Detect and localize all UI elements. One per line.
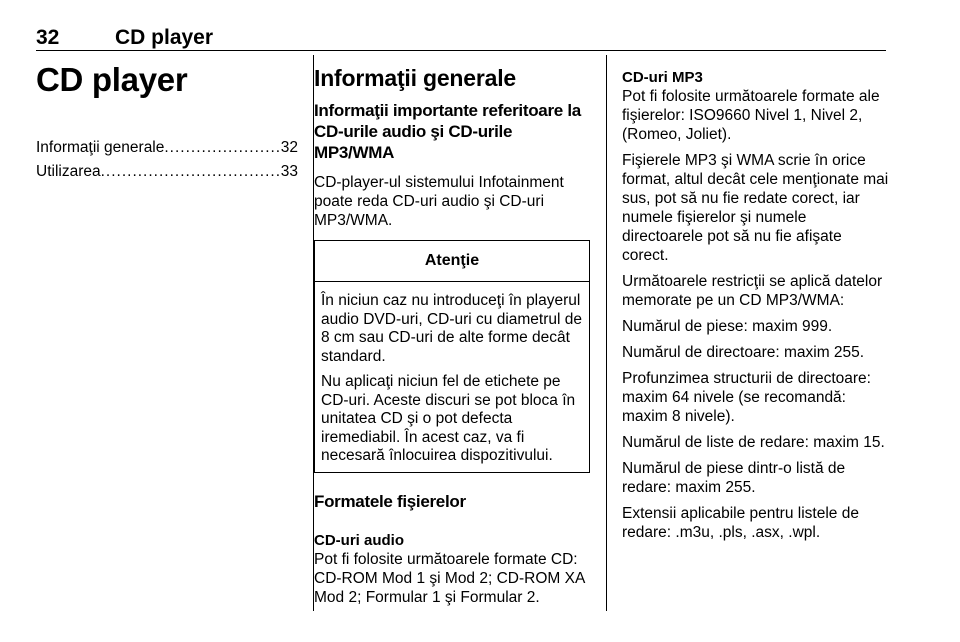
page-number: 32 bbox=[36, 26, 60, 49]
column-divider-2 bbox=[606, 55, 607, 611]
middle-column bbox=[314, 64, 592, 614]
subsection-heading: Informaţii importante referitoare la CD-urile audio şi CD-urile MP3/WMA bbox=[314, 101, 581, 162]
toc-page: 33 bbox=[280, 163, 298, 180]
paragraph: Numărul de piese: maxim 999. bbox=[622, 318, 833, 335]
warning-paragraph: În niciun caz nu introduceţi în playerul audio DVD-uri, CD-uri cu diametrul de 8 cm sau CD-uri de alte forme decât standard. bbox=[321, 292, 583, 365]
running-title: CD player bbox=[115, 26, 214, 49]
toc-label: Informaţii generale bbox=[36, 139, 165, 156]
paragraph: Numărul de directoare: maxim 255. bbox=[622, 344, 865, 361]
intro-paragraph: CD-player-ul sistemului Infotainment poate reda CD-uri audio şi CD-uri MP3/WMA. bbox=[314, 174, 564, 229]
page-header bbox=[36, 26, 884, 50]
paragraph: Numărul de liste de redare: maxim 15. bbox=[622, 434, 885, 451]
header-rule bbox=[36, 50, 886, 51]
mp3-cd-label: CD-uri MP3 bbox=[622, 69, 703, 86]
chapter-title: CD player bbox=[36, 61, 188, 98]
warning-paragraph: Nu aplicaţi niciun fel de etichete pe CD-uri. Aceste discuri se pot bloca în unitatea CD şi o pot defecta iremediabil. În acest caz, va fi necesară înlocuirea dispozitivului. bbox=[321, 373, 576, 464]
paragraph: Extensii aplicabile pentru listele de redare: .m3u, .pls, .asx, .wpl. bbox=[622, 505, 859, 541]
toc-entry[interactable] bbox=[36, 136, 298, 160]
paragraph: Fişierele MP3 şi WMA scrie în orice format, altul decât cele menţionate mai sus, pot să nu fie redate corect, iar numele fişierelor şi numele directoarele pot să nu fie afişate corect. bbox=[622, 152, 889, 264]
toc-entry[interactable] bbox=[36, 160, 298, 184]
section-heading: Informaţii generale bbox=[314, 65, 516, 91]
paragraph: Profunzimea structurii de directoare: maxim 64 nivele (se recomandă: maxim 8 nivele). bbox=[622, 370, 871, 425]
paragraph: Următoarele restricţii se aplică datelor memorate pe un CD MP3/WMA: bbox=[622, 273, 883, 309]
formats-heading: Formatele fişierelor bbox=[314, 491, 466, 511]
toc-leader bbox=[164, 136, 278, 160]
toc-leader bbox=[101, 160, 279, 184]
warning-body bbox=[315, 282, 589, 472]
toc-page: 32 bbox=[280, 139, 298, 156]
right-column bbox=[622, 66, 890, 549]
paragraph: Numărul de piese dintr-o listă de redare: maxim 255. bbox=[622, 460, 846, 496]
warning-title: Atenţie bbox=[315, 241, 589, 282]
paragraph: Pot fi folosite următoarele formate ale fişierelor: ISO9660 Nivel 1, Nivel 2, (Romeo, Joliet). bbox=[622, 88, 880, 143]
warning-box bbox=[314, 240, 590, 473]
audio-cd-paragraph: Pot fi folosite următoarele formate CD: CD-ROM Mod 1 şi Mod 2; CD-ROM XA Mod 2; Formular 1 şi Formular 2. bbox=[314, 550, 585, 606]
toc-label: Utilizarea bbox=[36, 163, 101, 180]
chapter-column bbox=[36, 60, 298, 184]
audio-cd-label: CD-uri audio bbox=[314, 531, 404, 549]
